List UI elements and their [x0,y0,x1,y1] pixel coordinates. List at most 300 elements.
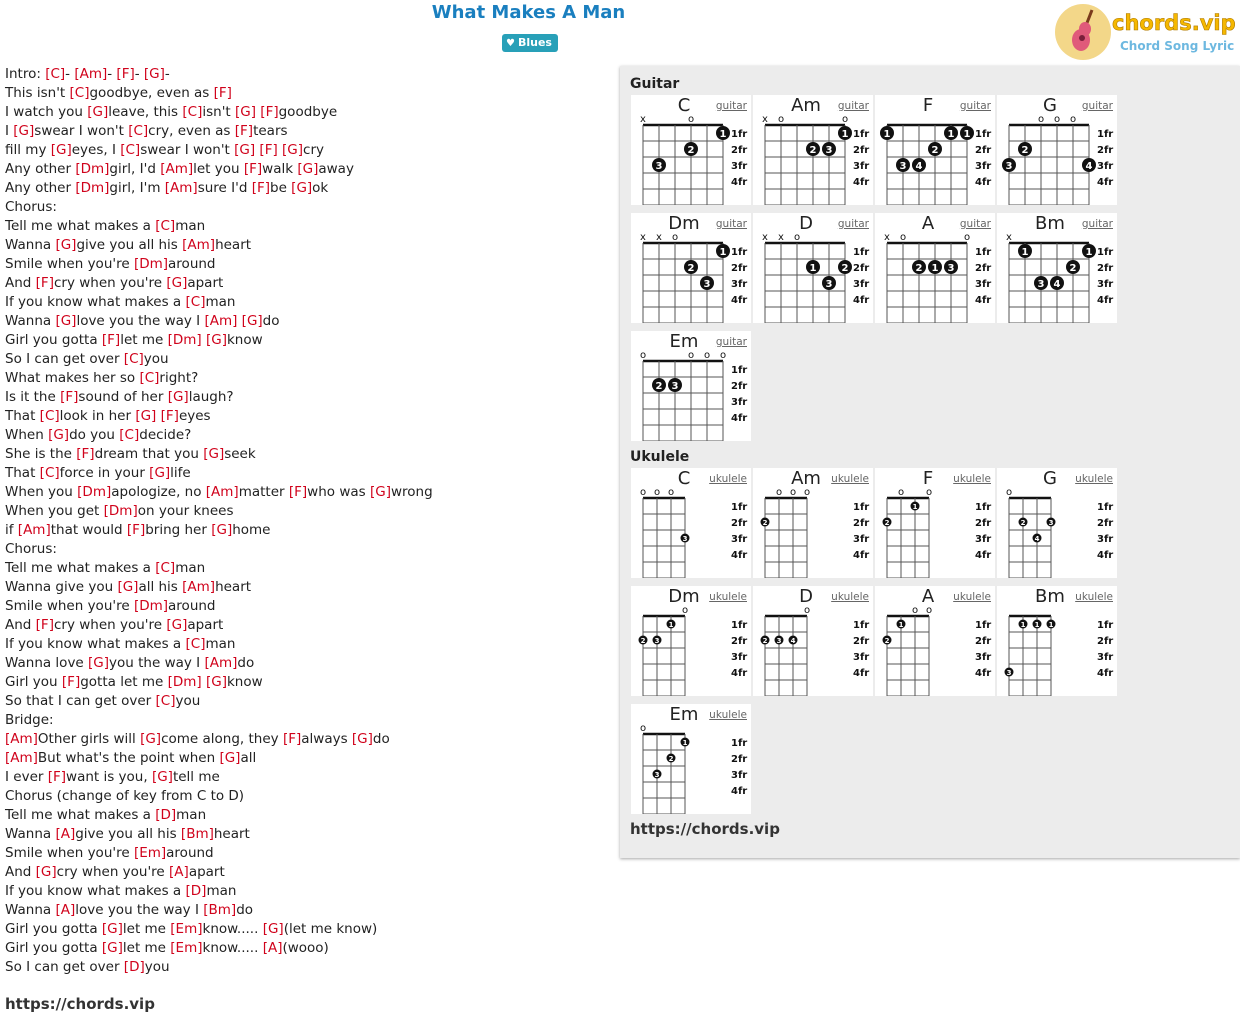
chord-link[interactable]: [G] [87,104,109,120]
chord-link[interactable]: [A] [169,864,189,880]
lyric-text: bring her [145,522,212,538]
chord-link[interactable]: [Bm] [203,902,237,918]
chord-type-link[interactable]: ukulele [709,473,747,485]
chord-name: G [1043,95,1057,116]
lyric-text: Smile when you're [5,256,134,272]
chord-link[interactable]: [G] [140,731,162,747]
chord-link[interactable]: [Dm] [103,503,138,519]
lyric-text: When you get [5,503,104,519]
chord-name: Bm [1035,213,1065,234]
lyric-text: gotta let me [80,674,168,690]
finger-number: 1 [682,739,688,747]
chord-link[interactable]: [Dm] [75,180,110,196]
finger-number: 3 [1048,519,1054,527]
lyric-text: When [5,427,49,443]
chord-type-link[interactable]: ukulele [1075,473,1113,485]
lyric-text: This isn't [5,85,70,101]
finger-number: 3 [654,771,660,779]
chord-link[interactable]: [C] [185,636,206,652]
open-string-mark: o [789,487,797,498]
chord-link[interactable]: [D] [155,807,177,823]
fret-label: 1fr [731,620,748,631]
chord-diagram [875,213,995,323]
chord-link[interactable]: [Am] [5,750,38,766]
chord-link[interactable]: [F] [116,66,135,82]
chord-link[interactable]: [F] [47,769,67,785]
chord-link[interactable]: [F] [35,617,54,633]
chord-link[interactable]: [G] [166,617,188,633]
fret-label: 1fr [1097,247,1114,258]
chord-link[interactable]: [Dm] [167,674,202,690]
chord-link[interactable]: [D] [123,959,145,975]
chord-link[interactable]: [Dm] [75,161,110,177]
chord-type-link[interactable]: guitar [959,100,991,112]
lyric-text: swear I won't [34,123,129,139]
chord-link[interactable]: [C] [155,560,176,576]
finger-number: 3 [825,145,833,156]
lyric-line [5,141,605,160]
fret-label: 4fr [731,413,748,424]
chord-type-link[interactable]: guitar [715,336,747,348]
open-string-mark: o [687,350,695,361]
open-string-mark: o [899,232,907,243]
chord-link[interactable]: [C] [39,465,60,481]
lyric-line [5,559,605,578]
lyric-text: you the way I [109,655,205,671]
lyric-text: cry when you're [53,617,167,633]
chord-link[interactable]: [Am] [205,484,239,500]
chord-link[interactable]: [Dm] [77,484,112,500]
chord-type-link[interactable]: ukulele [953,473,991,485]
open-string-mark: o [925,605,933,616]
chord-link[interactable]: [A] [55,902,76,918]
chord-link[interactable]: [G] [101,940,123,956]
lyric-text: let you [193,161,244,177]
finger-number: 3 [899,161,907,172]
chord-link[interactable]: [G] [369,484,391,500]
finger-number: 1 [883,129,891,140]
lyric-text: Wanna [5,902,56,918]
chord-type-link[interactable]: guitar [1081,218,1113,230]
fret-label: 3fr [1097,161,1114,172]
chord-link[interactable]: [D] [185,883,207,899]
fret-label: 2fr [731,145,748,156]
finger-number: 2 [1021,145,1029,156]
chord-link[interactable]: [G] [203,446,225,462]
chord-link[interactable]: [Am] [182,579,216,595]
chord-type-link[interactable]: guitar [959,218,991,230]
chord-type-link[interactable]: guitar [837,100,869,112]
lyric-text: know [226,332,263,348]
chord-link[interactable]: [G] [241,313,263,329]
lyric-text: Smile when you're [5,598,134,614]
finger-number: 3 [1037,279,1045,290]
finger-number: 3 [825,279,833,290]
lyric-text: cry [303,142,324,158]
finger-number: 2 [1069,263,1077,274]
ukulele-chord-card-g[interactable] [997,468,1117,578]
guitar-chord-card-em[interactable] [631,331,751,441]
chord-link[interactable]: [F] [213,85,232,101]
lyric-text: man [175,218,206,234]
chord-link[interactable]: [C] [120,142,141,158]
fret-label: 1fr [853,502,870,513]
lyric-text: Girl you gotta [5,921,102,937]
chord-link[interactable]: [F] [260,104,279,120]
chord-diagram [875,95,995,205]
lyric-text: girl, I'd [109,161,161,177]
chord-link[interactable]: [G] [234,142,256,158]
finger-number: 3 [1006,669,1012,677]
finger-number: 1 [1048,621,1054,629]
ukulele-chord-card-c[interactable] [631,468,751,578]
chord-link[interactable]: [C] [185,294,206,310]
chord-link[interactable]: [G] [291,180,313,196]
lyric-text: sure I'd [197,180,252,196]
fret-label: 3fr [975,652,992,663]
fret-label: 4fr [731,177,748,188]
lyric-text: tears [253,123,288,139]
chord-diagram [875,586,995,696]
chord-link[interactable]: [G] [205,332,227,348]
open-string-mark: o [687,114,695,125]
chord-link[interactable]: [G] [48,427,70,443]
chord-type-link[interactable]: guitar [1081,100,1113,112]
chord-type-link[interactable]: ukulele [709,591,747,603]
fret-label: 3fr [1097,652,1114,663]
ukulele-chord-card-f[interactable] [875,468,995,578]
fret-label: 2fr [853,145,870,156]
lyric-text: If you know what makes a [5,883,186,899]
chord-link[interactable]: [F] [126,522,146,538]
chord-type-link[interactable]: guitar [837,218,869,230]
chord-link[interactable]: [F] [101,332,121,348]
finger-number: 1 [963,129,971,140]
chord-link[interactable]: [C] [123,351,144,367]
finger-number: 3 [682,535,688,543]
chord-name: Em [669,704,699,725]
chord-link[interactable]: [A] [55,826,76,842]
lyric-line [5,825,605,844]
chord-link[interactable]: [Am] [5,731,38,747]
chord-link[interactable]: [Am] [204,313,238,329]
chord-name: C [677,95,691,116]
chord-type-link[interactable]: ukulele [953,591,991,603]
chord-link[interactable]: [G] [262,921,284,937]
guitar-chord-card-dm[interactable] [631,213,751,323]
fret-label: 3fr [853,279,870,290]
chord-link[interactable]: [Am] [182,237,216,253]
chord-link[interactable]: [F] [35,275,54,291]
lyric-text: And [5,275,36,291]
finger-number: 1 [931,263,939,274]
guitar-chord-card-bm[interactable] [997,213,1117,323]
ukulele-chord-card-bm[interactable] [997,586,1117,696]
guitar-chord-card-g[interactable] [997,95,1117,205]
open-string-mark: o [1037,114,1045,125]
ukulele-chord-card-a[interactable] [875,586,995,696]
chord-link[interactable]: [G] [235,104,256,120]
chord-link[interactable]: [C] [119,427,140,443]
open-string-mark: o [897,487,905,498]
chord-type-link[interactable]: guitar [715,218,747,230]
chord-link[interactable]: [Em] [170,921,203,937]
finger-number: 2 [931,145,939,156]
lyric-text: know [226,674,263,690]
chord-link[interactable]: [C] [155,218,176,234]
chord-link[interactable]: [G] [101,921,123,937]
lyric-text: So that I can get over [5,693,156,709]
lyric-line [5,331,605,350]
chord-link[interactable]: [Dm] [167,332,202,348]
lyric-text: Wanna [5,237,56,253]
muted-string-mark: x [640,114,646,125]
ukulele-chord-card-em[interactable] [631,704,751,814]
finger-number: 3 [671,381,679,392]
lyric-text: ok [312,180,329,196]
finger-number: 4 [1034,535,1040,543]
chord-link[interactable]: [F] [251,180,270,196]
finger-number: 2 [640,637,646,645]
ukulele-chord-card-d[interactable] [753,586,873,696]
fret-label: 2fr [731,754,748,765]
chord-link[interactable]: [G] [166,275,188,291]
lyric-text: What makes her so [5,370,140,386]
chord-link[interactable]: [G] [143,66,165,82]
lyric-text: heart [215,579,252,595]
lyric-text: man [175,560,206,576]
lyric-text: swear I won't [140,142,235,158]
open-string-mark: o [775,487,783,498]
guitar-chord-card-d[interactable] [753,213,873,323]
chord-link[interactable]: [Em] [170,940,203,956]
lyric-text: force in your [59,465,150,481]
genre-tag[interactable] [502,34,558,52]
chord-link[interactable]: [G] [35,864,57,880]
chord-link[interactable]: [G] [55,237,77,253]
lyric-text: man [176,807,207,823]
chord-link[interactable]: [F] [234,123,254,139]
lyric-text: Chorus (change of key from C to D) [5,788,245,804]
chord-link[interactable]: [F] [160,408,179,424]
lyric-line [5,787,605,806]
lyric-line [5,958,605,977]
lyric-line [5,179,605,198]
chord-link[interactable]: [C] [39,408,60,424]
chord-link[interactable]: [F] [60,389,79,405]
chord-link[interactable]: [G] [167,389,189,405]
lyric-line [5,882,605,901]
chord-link[interactable]: [Dm] [133,256,169,272]
chord-name: Dm [668,213,700,234]
lyric-text: cry, even as [148,123,235,139]
chord-type-link[interactable]: guitar [715,100,747,112]
fret-label: 1fr [1097,502,1114,513]
finger-number: 1 [1020,621,1026,629]
lyric-text: - [107,66,117,82]
chord-link[interactable]: [G] [151,769,173,785]
open-string-mark: o [1005,487,1013,498]
open-string-mark: o [777,114,785,125]
finger-number: 3 [776,637,782,645]
lyric-text: eyes, I [71,142,121,158]
chord-link[interactable]: [G] [282,142,304,158]
chord-link[interactable]: [G] [211,522,233,538]
chord-link[interactable]: [G] [149,465,171,481]
lyric-text: love you the way I [76,313,205,329]
open-string-mark: o [639,723,647,734]
chord-link[interactable]: [G] [135,408,157,424]
chord-link[interactable]: [C] [128,123,149,139]
lyric-text: Other girls will [37,731,141,747]
ukulele-chord-card-am[interactable] [753,468,873,578]
fret-label: 3fr [975,279,992,290]
finger-number: 1 [1021,247,1029,258]
chord-type-link[interactable]: ukulele [831,473,869,485]
lyric-line [5,65,605,84]
chord-link[interactable]: [G] [205,674,227,690]
logo-name: chords.vip [1112,11,1236,35]
fret-label: 2fr [731,381,748,392]
lyric-text: I ever [5,769,48,785]
lyric-text: Tell me what makes a [5,807,156,823]
guitar-chord-card-am[interactable] [753,95,873,205]
source-link[interactable]: https://chords.vip [5,995,155,1013]
lyric-text: do [236,902,254,918]
lyric-text: apart [187,275,224,291]
chord-diagram [631,586,751,696]
site-logo[interactable] [1054,2,1236,62]
chord-link[interactable]: [Bm] [180,826,214,842]
chord-link[interactable]: [Am] [164,180,198,196]
chord-link[interactable]: [A] [262,940,283,956]
lyric-text: eyes [178,408,211,424]
chord-link[interactable]: [F] [282,731,302,747]
finger-number: 1 [841,129,849,140]
finger-number: 4 [915,161,923,172]
fret-label: 1fr [975,620,992,631]
lyric-line [5,901,605,920]
chord-type-link[interactable]: ukulele [709,709,747,721]
chord-link[interactable]: [F] [288,484,308,500]
lyric-text: that would [50,522,127,538]
lyric-text: around [166,845,214,861]
lyric-text: wrong [390,484,433,500]
fret-label: 4fr [1097,668,1114,679]
lyric-text: right? [159,370,199,386]
lyric-line [5,236,605,255]
chord-link[interactable]: [G] [351,731,373,747]
lyric-text: know..... [202,921,263,937]
open-string-mark: o [667,487,675,498]
lyric-text: Wanna [5,313,56,329]
chord-link[interactable]: [C] [69,85,90,101]
lyric-line [5,635,605,654]
guitar-heading: Guitar [630,76,680,92]
chord-link[interactable]: [F] [259,142,278,158]
lyric-line [5,502,605,521]
lyric-text: If you know what makes a [5,636,186,652]
fret-label: 3fr [853,652,870,663]
lyric-text: know..... [202,940,263,956]
lyric-line [5,578,605,597]
fret-label: 2fr [731,263,748,274]
chord-link[interactable]: [F] [243,161,263,177]
fret-label: 2fr [853,636,870,647]
fret-label: 2fr [975,518,992,529]
chord-link[interactable]: [Am] [160,161,194,177]
lyric-text: man [205,294,236,310]
guitar-chord-card-a[interactable] [875,213,995,323]
chord-link[interactable]: [C] [45,66,66,82]
fret-label: 1fr [731,129,748,140]
fret-label: 3fr [1097,534,1114,545]
chord-link[interactable]: [G] [297,161,319,177]
chord-link[interactable]: [Dm] [133,598,169,614]
lyric-text: Any other [5,180,76,196]
lyric-line [5,255,605,274]
fret-label: 3fr [731,397,748,408]
chord-link[interactable]: [Am] [204,655,238,671]
chord-link[interactable]: [G] [55,313,77,329]
fret-label: 2fr [975,636,992,647]
lyric-text: - [65,66,75,82]
lyric-line [5,521,605,540]
ukulele-chord-card-dm[interactable] [631,586,751,696]
lyric-text: Girl you gotta [5,332,102,348]
genre-label: Blues [517,36,552,49]
lyric-line [5,616,605,635]
guitar-chord-card-f[interactable] [875,95,995,205]
chord-link[interactable]: [Am] [74,66,108,82]
chord-type-link[interactable]: ukulele [831,591,869,603]
lyric-line [5,103,605,122]
finger-number: 4 [790,637,796,645]
fret-label: 2fr [1097,636,1114,647]
chord-link[interactable]: [Am] [17,522,51,538]
open-string-mark: o [719,350,727,361]
chord-link[interactable]: [G] [13,123,35,139]
chord-link[interactable]: [F] [76,446,95,462]
chord-link[interactable]: [F] [61,674,81,690]
lyric-line [5,407,605,426]
chord-link[interactable]: [C] [182,104,203,120]
panel-source-link[interactable]: https://chords.vip [630,820,780,838]
lyric-line [5,920,605,939]
lyric-text: matter [238,484,289,500]
lyric-line [5,483,605,502]
chord-link[interactable]: [Em] [133,845,167,861]
lyric-text: Tell me what makes a [5,560,156,576]
open-string-mark: o [925,487,933,498]
chord-link[interactable]: [G] [50,142,72,158]
fret-label: 1fr [731,247,748,258]
chord-link[interactable]: [G] [117,579,139,595]
chord-link[interactable]: [G] [88,655,110,671]
chord-type-link[interactable]: ukulele [1075,591,1113,603]
lyric-line [5,369,605,388]
fret-label: 1fr [731,738,748,749]
chord-link[interactable]: [C] [139,370,160,386]
guitar-chord-card-c[interactable] [631,95,751,205]
chord-name: D [799,213,813,234]
chord-name: G [1043,468,1057,489]
lyric-text: give you all his [76,237,183,253]
lyric-text: want is you, [66,769,152,785]
chord-link[interactable]: [G] [219,750,241,766]
chord-link[interactable]: [C] [155,693,176,709]
lyric-text: - [134,66,144,82]
